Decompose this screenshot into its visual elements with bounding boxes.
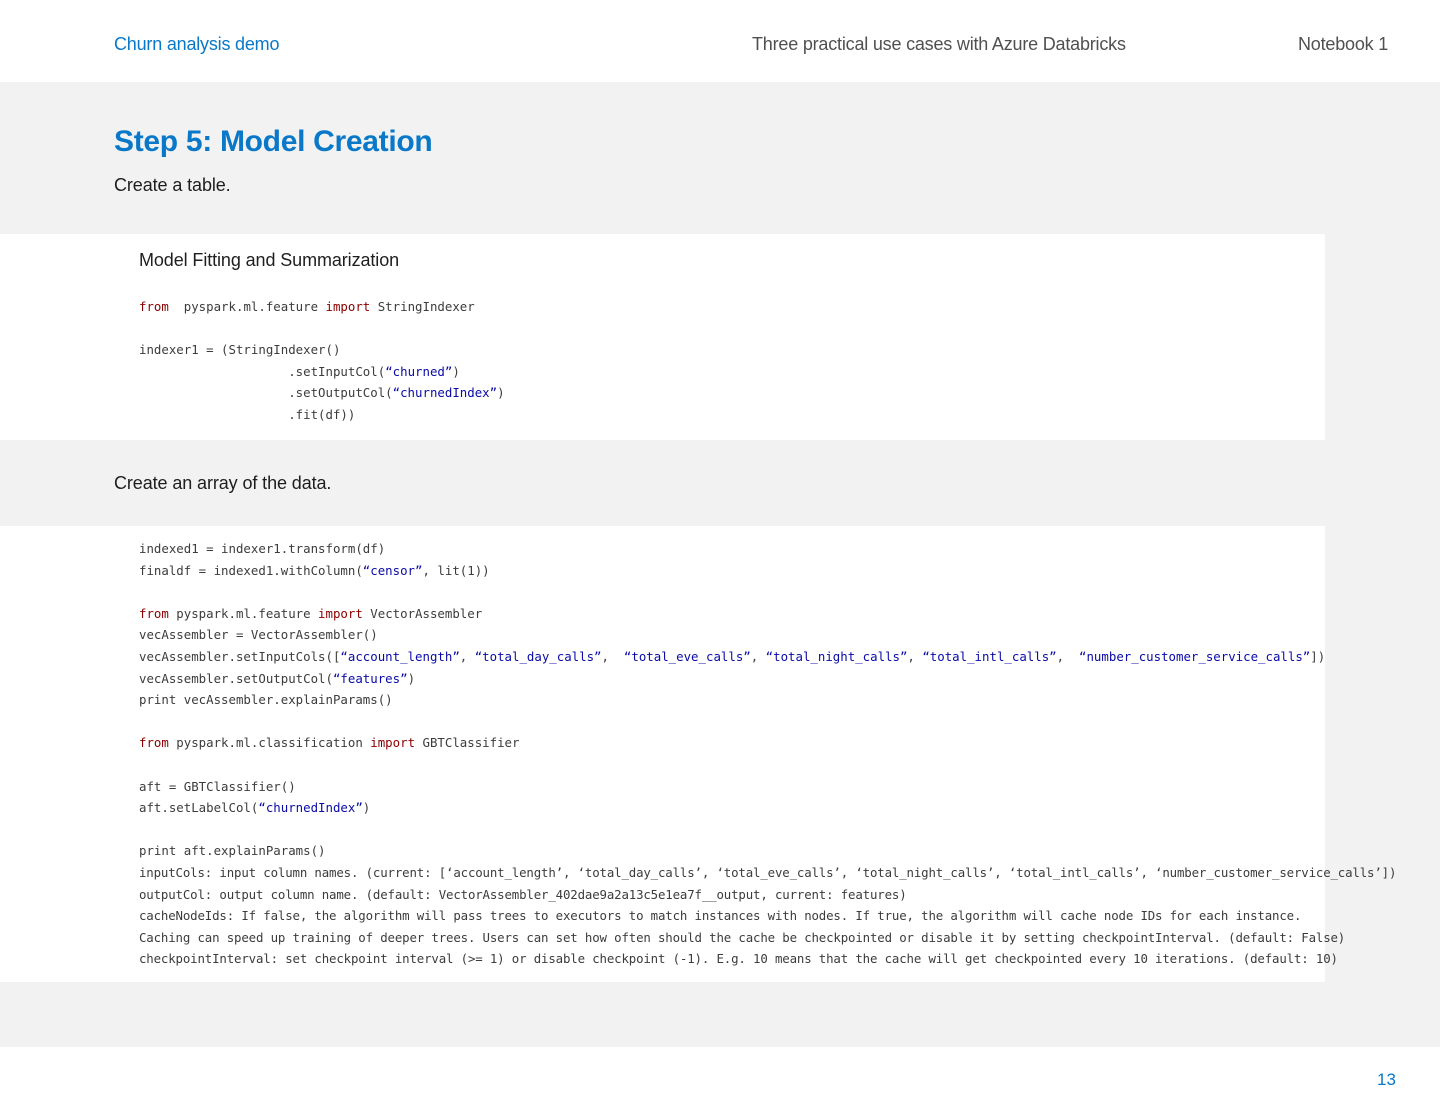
- code-text: aft = GBTClassifier(): [139, 778, 296, 794]
- code-line: [139, 711, 1396, 733]
- code-string: “features”: [332, 670, 408, 686]
- code-line: [139, 927, 1396, 949]
- code-string: “number_customer_service_calls”: [1079, 648, 1311, 664]
- code-text: ,: [601, 648, 624, 664]
- code-cell-caption: Model Fitting and Summarization: [139, 250, 400, 270]
- code-line: [139, 948, 1396, 970]
- code-text: indexer1 = (StringIndexer(): [139, 342, 341, 358]
- code-line: [139, 404, 505, 426]
- step-description: Create a table.: [114, 175, 231, 195]
- code-text: GBTClassifier: [415, 735, 520, 751]
- notebook-label: Notebook 1: [1298, 34, 1389, 54]
- code-line: [139, 797, 1396, 819]
- page-number: 13: [1377, 1070, 1396, 1089]
- code-line: [139, 840, 1396, 862]
- code-text: vecAssembler = VectorAssembler(): [139, 627, 378, 643]
- code-text: vecAssembler.setOutputCol(: [139, 670, 333, 686]
- code-output: inputCols: input column names. (current: [‘account_length’, ‘total_day_calls’, ‘total_eve_calls’, ‘total_night_calls’, ‘total_intl_calls’, ‘number_customer_service_calls’]): [139, 864, 1397, 880]
- code-line: [139, 732, 1396, 754]
- code-text: ,: [459, 648, 475, 664]
- code-string: “churned”: [385, 363, 453, 379]
- code-text: .setOutputCol(: [139, 385, 393, 401]
- doc-title: Churn analysis demo: [114, 34, 280, 54]
- code-line: [139, 689, 1396, 711]
- code-line: [139, 538, 1396, 560]
- code-text: pyspark.ml.feature: [168, 605, 319, 621]
- code-output: Caching can speed up training of deeper trees. Users can set how often should the cache be checkpointed or disable it by setting checkpointInterval. (default: False): [139, 929, 1346, 945]
- code-text: aft.setLabelCol(: [139, 800, 259, 816]
- code-keyword: import: [325, 299, 371, 314]
- code-keyword: from: [139, 299, 169, 314]
- code-line: [139, 668, 1396, 690]
- code-output: cacheNodeIds: If false, the algorithm will pass trees to executors to match instances with nodes. If true, the algorithm will cache node IDs for each instance.: [139, 908, 1302, 924]
- code-line: [139, 603, 1396, 625]
- code-string: “censor”: [362, 562, 423, 578]
- code-keyword: import: [370, 735, 416, 751]
- code-line: [139, 624, 1396, 646]
- code-text: VectorAssembler: [362, 605, 483, 621]
- code-text: ): [362, 800, 371, 816]
- code-text: ): [452, 363, 460, 379]
- code-string: “churnedIndex”: [258, 800, 363, 816]
- array-description: Create an array of the data.: [114, 473, 332, 493]
- step-title: Step 5: Model Creation: [114, 125, 433, 158]
- code-line: [139, 862, 1396, 884]
- doc-subtitle: Three practical use cases with Azure Databricks: [752, 34, 1126, 54]
- code-line: [139, 339, 505, 361]
- code-string: “churnedIndex”: [392, 385, 498, 401]
- code-string: “total_day_calls”: [474, 648, 602, 664]
- code-text: StringIndexer: [370, 299, 475, 314]
- code-text: vecAssembler.setInputCols([: [139, 648, 341, 664]
- code-text: , lit(1)): [422, 562, 490, 578]
- code-line: [139, 560, 1396, 582]
- code-line: [139, 296, 505, 318]
- code-line: [139, 776, 1396, 798]
- code-text: ,: [1056, 648, 1080, 664]
- code-text: ,: [750, 648, 766, 664]
- code-block-2: [139, 538, 1396, 970]
- code-text: print vecAssembler.explainParams(): [139, 692, 393, 708]
- code-string: “account_length”: [340, 648, 460, 664]
- code-keyword: import: [318, 605, 363, 621]
- code-text: print aft.explainParams(): [139, 843, 326, 859]
- code-string: “total_intl_calls”: [922, 648, 1057, 664]
- code-output: checkpointInterval: set checkpoint interval (>= 1) or disable checkpoint (-1). E.g. 10 means that the cache will get checkpointed every 10 iterations. (default: 10): [139, 951, 1338, 967]
- code-line: [139, 361, 505, 383]
- code-text: .fit(df)): [139, 406, 356, 422]
- code-text: pyspark.ml.classification: [168, 735, 371, 751]
- code-text: ): [497, 385, 505, 401]
- code-text: pyspark.ml.feature: [168, 299, 326, 314]
- code-line: [139, 754, 1396, 776]
- code-text: ): [407, 670, 416, 686]
- code-line: [139, 884, 1396, 906]
- code-line: [139, 905, 1396, 927]
- code-keyword: from: [139, 735, 169, 751]
- code-line: [139, 646, 1396, 668]
- code-line: [139, 318, 505, 340]
- code-text: finaldf = indexed1.withColumn(: [139, 562, 363, 578]
- code-block-1: [139, 296, 505, 426]
- code-line: [139, 382, 505, 404]
- code-line: [139, 819, 1396, 841]
- code-string: “total_eve_calls”: [623, 648, 751, 664]
- page-header: [0, 0, 1440, 82]
- code-keyword: from: [139, 605, 169, 621]
- code-text: indexed1 = indexer1.transform(df): [139, 541, 386, 556]
- code-text: ]): [1310, 648, 1326, 664]
- code-string: “total_night_calls”: [765, 648, 908, 664]
- code-text: .setInputCol(: [139, 363, 386, 379]
- code-output: outputCol: output column name. (default: VectorAssembler_402dae9a2a13c5e1ea7f__output, current: features): [139, 886, 907, 902]
- code-line: [139, 581, 1396, 603]
- code-text: ,: [907, 648, 923, 664]
